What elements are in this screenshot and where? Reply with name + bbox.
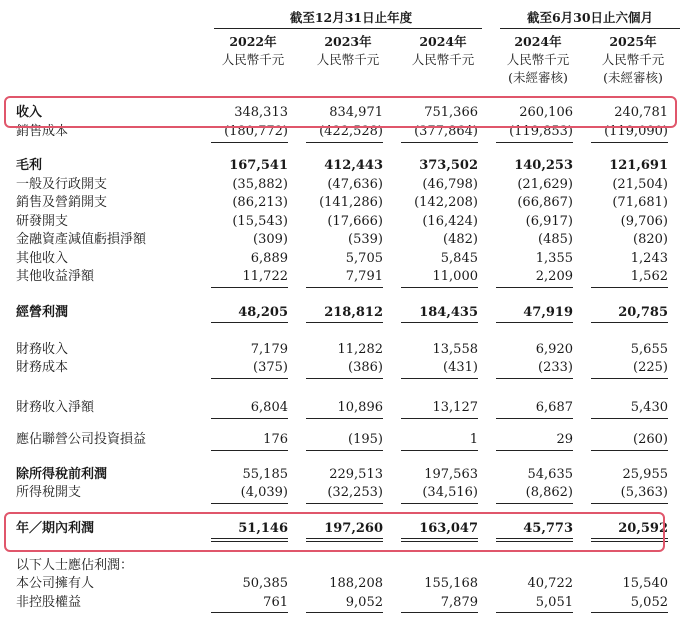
cell-value: (8,862) [525, 485, 573, 500]
row-owners [0, 575, 700, 593]
cell-value: 40,722 [527, 576, 573, 591]
row-finance-costs [0, 359, 700, 377]
cell-value: (820) [633, 232, 668, 247]
cell-value: 1,355 [535, 251, 573, 266]
subtotal-rule [591, 142, 668, 143]
subtotal-rule [211, 378, 288, 379]
cell-value: 7,879 [440, 595, 478, 610]
cell-value: (9,706) [620, 214, 668, 229]
cell-value: 29 [556, 432, 573, 447]
subtotal-rule [496, 503, 573, 504]
cell-value: 54,635 [527, 467, 573, 482]
row-gross-profit [0, 157, 700, 175]
subtotal-rule [211, 612, 288, 613]
subtotal-rule [496, 418, 573, 419]
cell-value: 1,562 [630, 269, 668, 284]
cell-value: 11,000 [432, 269, 478, 284]
row-label: 其他收入 [16, 251, 69, 266]
cell-value: 348,313 [234, 105, 288, 120]
row-label: 其他收益淨額 [16, 269, 95, 284]
row-label: 金融資產減值虧損淨額 [16, 232, 147, 247]
cell-value: (233) [538, 360, 573, 375]
subtotal-rule [211, 287, 288, 288]
subtotal-rule [401, 142, 478, 143]
row-attributable-to [0, 557, 700, 575]
total-rule [401, 322, 478, 323]
unit-label-2024-h1: 人民幣千元 [506, 52, 570, 67]
cell-value: (485) [538, 232, 573, 247]
subtotal-rule [211, 503, 288, 504]
row-income-tax [0, 484, 700, 502]
column-period-2025: 2025年 [609, 34, 657, 49]
subtotal-rule [401, 378, 478, 379]
cell-value: 6,920 [535, 342, 573, 357]
cell-value: (375) [253, 360, 288, 375]
column-year-2023: 2023年 [324, 34, 372, 49]
total-rule [496, 322, 573, 323]
cell-value: 20,592 [618, 521, 668, 536]
cell-value: (6,917) [525, 214, 573, 229]
cell-value: (86,213) [232, 195, 288, 210]
subtotal-rule [306, 450, 383, 451]
period-header-six-months-rule [500, 28, 680, 29]
cell-value: (17,666) [327, 214, 383, 229]
subtotal-rule [591, 612, 668, 613]
cell-value: 260,106 [519, 105, 573, 120]
cell-value: 5,051 [535, 595, 573, 610]
row-label: 應佔聯營公司投資損益 [16, 432, 147, 447]
cell-value: 218,812 [324, 305, 383, 320]
cell-value: 5,430 [630, 400, 668, 415]
cell-value: 6,687 [535, 400, 573, 415]
cell-value: (5,363) [620, 485, 668, 500]
subtotal-rule [306, 142, 383, 143]
cell-value: (422,528) [319, 124, 383, 139]
total-rule [306, 322, 383, 323]
subtotal-rule [306, 418, 383, 419]
cell-value: 48,205 [238, 305, 288, 320]
cell-value: 47,919 [523, 305, 573, 320]
unit-label-2022: 人民幣千元 [221, 52, 285, 67]
subtotal-rule [306, 503, 383, 504]
column-year-2022: 2022年 [229, 34, 277, 49]
cell-value: 412,443 [324, 158, 383, 173]
cell-value: 5,655 [630, 342, 668, 357]
cell-value: (119,090) [604, 124, 668, 139]
row-label: 經營利潤 [16, 305, 69, 320]
cell-value: (119,853) [509, 124, 573, 139]
cell-value: 25,955 [622, 467, 668, 482]
cell-value: (46,798) [422, 177, 478, 192]
cell-value: (195) [348, 432, 383, 447]
unit-label-2025-h1: 人民幣千元 [601, 52, 665, 67]
row-label: 除所得稅前利潤 [16, 467, 108, 482]
cell-value: 15,540 [622, 576, 668, 591]
unit-label-2023: 人民幣千元 [316, 52, 380, 67]
cell-value: 184,435 [419, 305, 478, 320]
subtotal-rule [211, 450, 288, 451]
cell-value: 188,208 [329, 576, 383, 591]
cell-value: 751,366 [424, 105, 478, 120]
subtotal-rule [306, 287, 383, 288]
cell-value: 373,502 [419, 158, 478, 173]
total-rule [591, 322, 668, 323]
cell-value: 5,845 [440, 251, 478, 266]
cell-value: 163,047 [419, 521, 478, 536]
row-label: 年／期內利潤 [16, 521, 95, 536]
cell-value: (34,516) [422, 485, 478, 500]
subtotal-rule [401, 418, 478, 419]
period-header-six-months: 截至6月30日止六個月 [526, 10, 654, 25]
row-operating-profit [0, 304, 700, 322]
subtotal-rule [306, 378, 383, 379]
cell-value: 9,052 [345, 595, 383, 610]
unit-label-2024: 人民幣千元 [411, 52, 475, 67]
cell-value: 761 [263, 595, 288, 610]
cell-value: 11,722 [242, 269, 288, 284]
row-label: 銷售及營銷開支 [16, 195, 108, 210]
row-label: 以下人士應佔利潤： [16, 558, 134, 573]
cell-value: 6,804 [250, 400, 288, 415]
column-year-2024: 2024年 [419, 34, 467, 49]
highlight-box-profit [4, 512, 665, 552]
subtotal-rule [401, 287, 478, 288]
cell-value: (16,424) [422, 214, 478, 229]
subtotal-rule [496, 378, 573, 379]
subtotal-rule [211, 418, 288, 419]
subtotal-rule [496, 612, 573, 613]
cell-value: 2,209 [535, 269, 573, 284]
cell-value: 240,781 [614, 105, 668, 120]
cell-value: 11,282 [337, 342, 383, 357]
row-net-finance-income [0, 399, 700, 417]
row-non-controlling [0, 594, 700, 612]
period-header-year: 截至12月31日止年度 [289, 10, 413, 25]
row-rnd-expenses [0, 213, 700, 231]
cell-value: (141,286) [319, 195, 383, 210]
cell-value: 197,260 [324, 521, 383, 536]
subtotal-rule [211, 142, 288, 143]
cell-value: (21,629) [517, 177, 573, 192]
subtotal-rule [401, 503, 478, 504]
row-profit-before-tax [0, 466, 700, 484]
cell-value: 197,563 [424, 467, 478, 482]
cell-value: (377,864) [414, 124, 478, 139]
cell-value: (180,772) [224, 124, 288, 139]
cell-value: 50,385 [242, 576, 288, 591]
cell-value: (32,253) [327, 485, 383, 500]
cell-value: 167,541 [229, 158, 288, 173]
cell-value: 176 [263, 432, 288, 447]
cell-value: 5,705 [345, 251, 383, 266]
highlight-box-revenue [4, 96, 677, 128]
subtotal-rule [591, 503, 668, 504]
subtotal-rule [401, 450, 478, 451]
row-label: 一般及行政開支 [16, 177, 108, 192]
row-other-income [0, 250, 700, 268]
row-label: 收入 [16, 105, 43, 120]
subtotal-rule [401, 612, 478, 613]
row-admin-expenses [0, 176, 700, 194]
cell-value: (4,039) [240, 485, 288, 500]
row-label: 研發開支 [16, 214, 69, 229]
cell-value: 834,971 [329, 105, 383, 120]
cell-value: (35,882) [232, 177, 288, 192]
cell-value: 13,127 [432, 400, 478, 415]
cell-value: (225) [633, 360, 668, 375]
subtotal-rule [306, 612, 383, 613]
cell-value: (66,867) [517, 195, 573, 210]
row-selling-expenses [0, 194, 700, 212]
subtotal-rule [496, 287, 573, 288]
unaudited-label-2025: (未經審核) [603, 70, 663, 85]
cell-value: (386) [348, 360, 383, 375]
subtotal-rule [591, 418, 668, 419]
cell-value: 1,243 [630, 251, 668, 266]
row-share-of-associates [0, 431, 700, 449]
cell-value: 7,791 [345, 269, 383, 284]
cell-value: (260) [633, 432, 668, 447]
cell-value: 140,253 [514, 158, 573, 173]
row-label: 毛利 [16, 158, 43, 173]
row-finance-income [0, 341, 700, 359]
cell-value: 1 [469, 432, 478, 447]
row-label: 財務成本 [16, 360, 69, 375]
row-label: 財務收入淨額 [16, 400, 95, 415]
row-label: 銷售成本 [16, 124, 69, 139]
cell-value: 10,896 [337, 400, 383, 415]
row-label: 本公司擁有人 [16, 576, 95, 591]
row-impairment-losses [0, 231, 700, 249]
subtotal-rule [591, 287, 668, 288]
cell-value: 155,168 [424, 576, 478, 591]
row-label: 財務收入 [16, 342, 69, 357]
cell-value: 121,691 [609, 158, 668, 173]
period-header-year-rule [214, 28, 482, 29]
cell-value: 45,773 [523, 521, 573, 536]
cell-value: (47,636) [327, 177, 383, 192]
row-other-gains [0, 268, 700, 286]
cell-value: (309) [253, 232, 288, 247]
column-period-2024: 2024年 [514, 34, 562, 49]
cell-value: (21,504) [612, 177, 668, 192]
cell-value: 229,513 [329, 467, 383, 482]
cell-value: 55,185 [242, 467, 288, 482]
cell-value: 51,146 [238, 521, 288, 536]
cell-value: (15,543) [232, 214, 288, 229]
cell-value: (142,208) [414, 195, 478, 210]
cell-value: (482) [443, 232, 478, 247]
unaudited-label-2024: (未經審核) [508, 70, 568, 85]
subtotal-rule [591, 450, 668, 451]
cell-value: 5,052 [630, 595, 668, 610]
cell-value: 13,558 [432, 342, 478, 357]
subtotal-rule [496, 142, 573, 143]
cell-value: (539) [348, 232, 383, 247]
cell-value: (71,681) [612, 195, 668, 210]
subtotal-rule [496, 450, 573, 451]
cell-value: (431) [443, 360, 478, 375]
subtotal-rule [591, 378, 668, 379]
row-label: 非控股權益 [16, 595, 82, 610]
total-rule [211, 322, 288, 323]
cell-value: 20,785 [618, 305, 668, 320]
cell-value: 7,179 [250, 342, 288, 357]
cell-value: 6,889 [250, 251, 288, 266]
row-label: 所得稅開支 [16, 485, 82, 500]
